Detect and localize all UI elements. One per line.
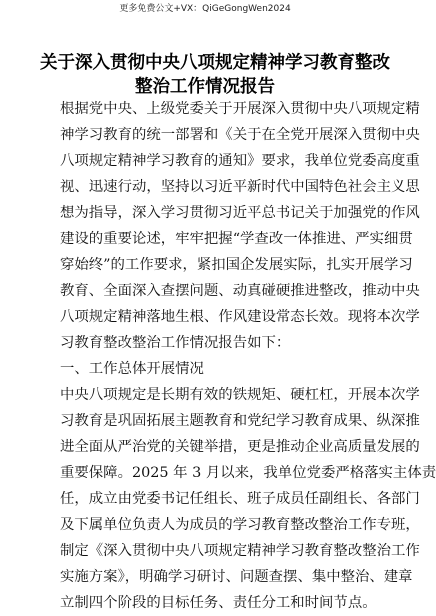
document-title-line-2: 整治工作情况报告 — [135, 77, 275, 97]
document-body — [60, 96, 436, 616]
paragraph-line: 立制四个阶段的目标任务、责任分工和时间节点。 — [60, 595, 377, 611]
paragraph-line: 八项规定精神落地生根、作风建设常态长效。现将本次学 — [60, 309, 420, 325]
document-title-line-1: 关于深入贯彻中央八项规定精神学习教育整改 — [40, 53, 390, 73]
paragraph-line: 教育、全面深入查摆问题、动真碰硬推进整改，推动中央 — [60, 283, 420, 299]
paragraph-line: 习教育是巩固拓展主题教育和党纪学习教育成果、纵深推 — [60, 413, 420, 429]
paragraph-line: 八项规定精神学习教育的通知》要求，我单位党委高度重 — [60, 153, 420, 169]
paragraph-line: 想为指导，深入学习贯彻习近平总书记关于加强党的作风 — [60, 205, 420, 221]
paragraph-line: 神学习教育的统一部署和《关于在全党开展深入贯彻中央 — [60, 127, 420, 143]
section-heading: 一、工作总体开展情况 — [60, 361, 204, 377]
paragraph-line: 视、迅速行动，坚持以习近平新时代中国特色社会主义思 — [60, 179, 420, 195]
paragraph-line: 根据党中央、上级党委关于开展深入贯彻中央八项规定精 — [60, 101, 420, 117]
paragraph-line: 实施方案》，明确学习研讨、问题查摆、集中整治、建章 — [60, 569, 413, 585]
paragraph-line: 进全面从严治党的关键举措，更是推动企业高质量发展的 — [60, 439, 420, 455]
paragraph-line: 穿始终”的工作要求，紧扣国企发展实际，扎实开展学习 — [60, 257, 413, 273]
paragraph-line: 制定《深入贯彻中央八项规定精神学习教育整改整治工作 — [60, 543, 420, 559]
paragraph-line: 习教育整改整治工作情况报告如下： — [60, 335, 291, 351]
paragraph-line: 建设的重要论述，牢牢把握“学查改一体推进、严实细贯 — [60, 231, 413, 247]
header-note: 更多免费公文+VX：QiGeGongWen2024 — [119, 4, 291, 14]
paragraph-line: 及下属单位负责人为成员的学习教育整改整治工作专班， — [60, 517, 420, 533]
paragraph-line: 中央八项规定是长期有效的铁规矩、硬杠杠，开展本次学 — [60, 387, 420, 403]
paragraph-line: 任，成立由党委书记任组长、班子成员任副组长、各部门 — [60, 491, 420, 507]
paragraph-line: 重要保障。2025 年 3 月以来，我单位党委严格落实主体责 — [60, 465, 436, 481]
